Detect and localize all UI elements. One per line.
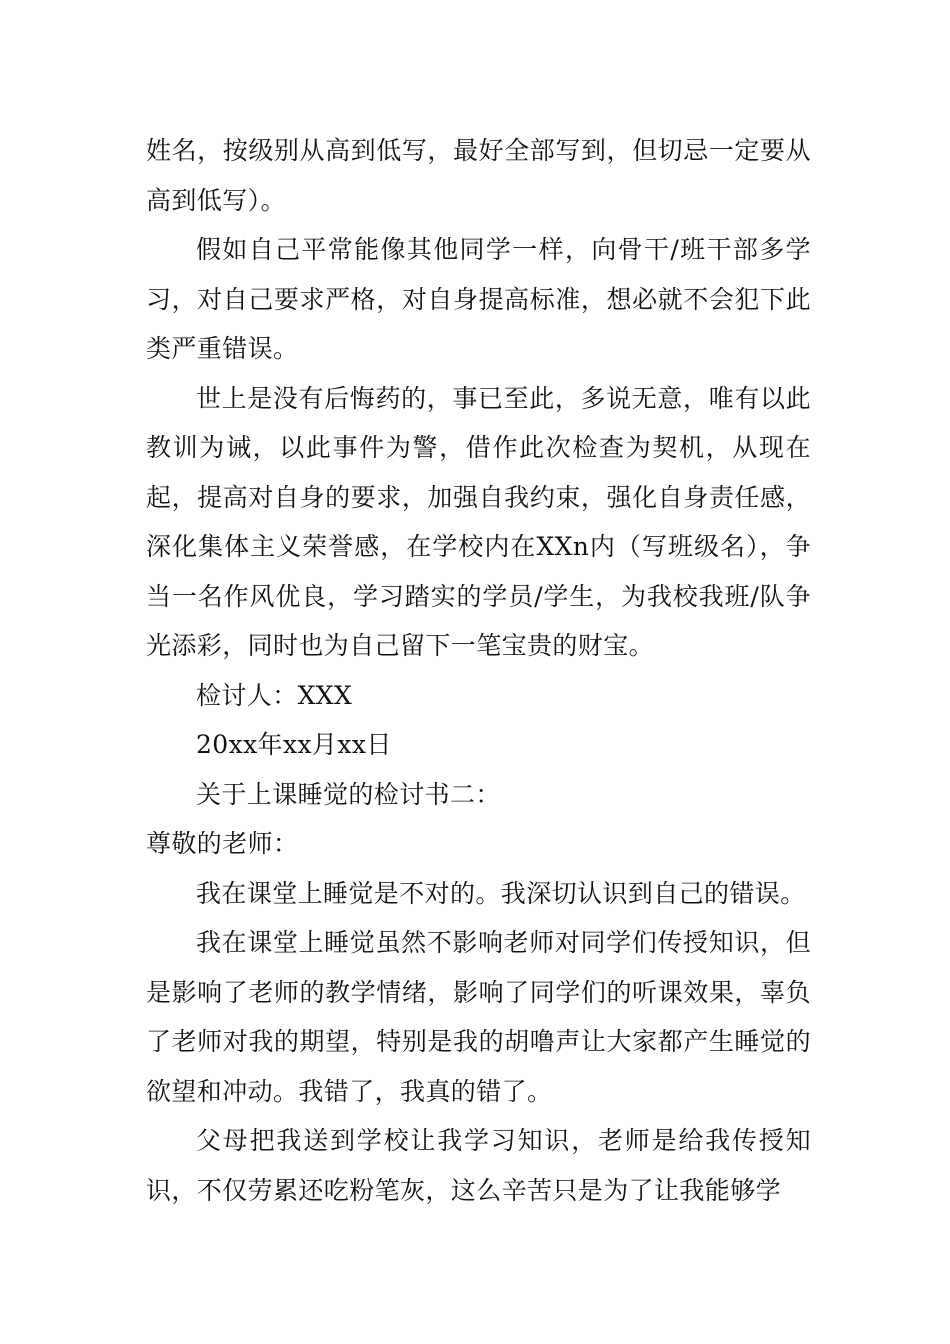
document-body bbox=[146, 126, 811, 1215]
paragraph-2: 假如自己平常能像其他同学一样，向骨干/班干部多学习，对自己要求严格，对自身提高标准，想必就不会犯下此类严重错误。 bbox=[146, 235, 811, 363]
paragraph-3: 世上是没有后悔药的，事已至此，多说无意，唯有以此教训为诫，以此事件为警，借作此次检查为契机，从现在起，提高对自身的要求，加强自我约束，强化自身责任感，深化集体主义荣誉感，在学校内在XXn内（写班级名），争当一名作风优良，学习踏实的学员/学生，为我校我班/队争光添彩，同时也为自己留下一笔宝贵的财宝。 bbox=[146, 383, 811, 660]
paragraph-5: 我在课堂上睡觉虽然不影响老师对同学们传授知识，但是影响了老师的教学情绪，影响了同学们的听课效果，辜负了老师对我的期望，特别是我的胡噜声让大家都产生睡觉的欲望和冲动。我错了，我真的错了。 bbox=[146, 928, 811, 1106]
paragraph-6: 父母把我送到学校让我学习知识，老师是给我传授知识，不仅劳累还吃粉笔灰，这么辛苦只是为了让我能够学 bbox=[146, 1126, 811, 1205]
signature-line: 检讨人：XXX bbox=[196, 680, 353, 710]
paragraph-4: 我在课堂上睡觉是不对的。我深切认识到自己的错误。 bbox=[196, 878, 806, 908]
date-line: 20xx年xx月xx日 bbox=[196, 730, 392, 759]
section-heading: 关于上课睡觉的检讨书二： bbox=[196, 779, 501, 809]
paragraph-1: 姓名，按级别从高到低写，最好全部写到，但切忌一定要从高到低写）。 bbox=[146, 136, 811, 215]
salutation: 尊敬的老师： bbox=[146, 829, 299, 858]
